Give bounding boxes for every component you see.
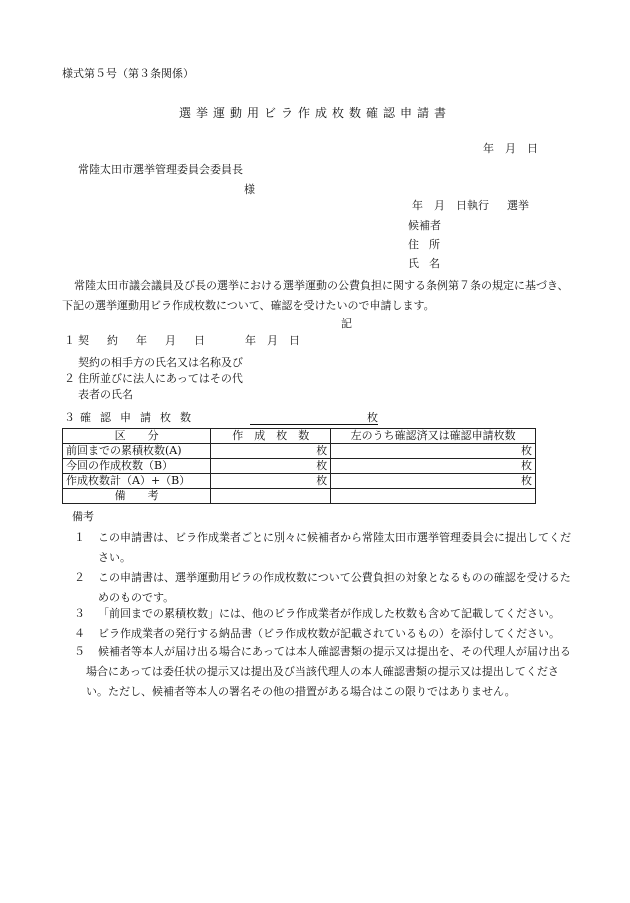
note-number: ３: [74, 607, 85, 620]
form-number: 様式第５号（第３条関係）: [62, 67, 194, 80]
note-number: ５: [74, 645, 85, 658]
table-row: [63, 474, 536, 489]
remarks-cell[interactable]: [331, 489, 536, 504]
item-contract-date: [64, 334, 300, 347]
address-label: 住所: [408, 238, 450, 251]
election-date: 年 月 日執行: [412, 199, 489, 212]
note-item: [66, 604, 574, 624]
remarks-cell[interactable]: [211, 489, 331, 504]
count-table: [62, 428, 536, 504]
item-number: １: [64, 334, 75, 347]
header-category: 区 分: [63, 429, 211, 444]
name-label: 氏名: [408, 257, 450, 270]
note-number: ２: [74, 571, 85, 584]
note-text: この申請書は、ビラ作成業者ごとに別々に候補者から常陸太田市選挙管理委員会に提出してください。: [98, 531, 571, 564]
confirmed-cell[interactable]: 枚: [331, 444, 536, 459]
document-title: 選挙運動用ビラ作成枚数確認申請書: [178, 106, 451, 120]
note-number: ４: [74, 627, 85, 640]
note-text: ビラ作成業者の発行する納品書（ビラ作成枚数が記載されているもの）を添付してください。: [98, 627, 560, 640]
header-confirmed: 左のうち確認済又は確認申請枚数: [331, 429, 536, 444]
note-text: 「前回までの累積枚数」には、他のビラ作成業者が作成した枚数も含めて記載してください。: [98, 607, 560, 620]
item-label: 確認申請枚数: [80, 411, 200, 424]
count-cell[interactable]: 枚: [211, 474, 331, 489]
header-count: 作 成 枚 数: [211, 429, 331, 444]
unit-label: 枚: [367, 411, 378, 424]
election-line: [412, 199, 529, 212]
requested-count-field[interactable]: [250, 411, 378, 425]
count-cell[interactable]: 枚: [211, 459, 331, 474]
note-text: この申請書は、選挙運動用ビラの作成枚数について公費負担の対象となるものの確認を受けるためのものです。: [98, 571, 571, 604]
table-row: [63, 459, 536, 474]
item-label: 契約年月日: [78, 334, 223, 347]
item-number: ２: [64, 372, 75, 385]
contract-date: 年 月 日: [245, 334, 300, 347]
note-item: [66, 624, 574, 644]
note-text: 候補者等本人が届け出る場合にあっては本人確認書類の提示又は提出を、その代理人が届け出る場合にあっては委任状の提示又は提出及び当該代理人の本人確認書類の提示又は提出してください。ただし、候補者等本人の署名その他の措置がある場合はこの限りではありません。: [86, 645, 571, 698]
count-cell[interactable]: 枚: [211, 444, 331, 459]
item-number: ３: [64, 411, 75, 424]
election-label: 選挙: [507, 199, 529, 212]
table-row: [63, 444, 536, 459]
note-item: [66, 642, 574, 702]
confirmed-cell[interactable]: 枚: [331, 459, 536, 474]
table-header-row: [63, 429, 536, 444]
item-requested-count: [64, 411, 200, 424]
note-item: [66, 528, 574, 568]
table-row: [63, 489, 536, 504]
item-contractor: [62, 355, 252, 403]
candidate-label: 候補者: [408, 219, 441, 232]
honorific: 様: [244, 183, 255, 196]
note-number: １: [74, 531, 85, 544]
ki-heading: 記: [341, 317, 352, 330]
item-label: 契約の相手方の氏名又は名称及び住所並びに法人にあってはその代表者の氏名: [78, 356, 243, 401]
addressee: 常陸太田市選挙管理委員会委員長: [78, 163, 243, 176]
application-body: 常陸太田市議会議員及び長の選挙における選挙運動の公費負担に関する条例第７条の規定に基づき、下記の選挙運動用ビラ作成枚数について、確認を受けたいので申請します。: [62, 279, 569, 312]
confirmed-cell[interactable]: 枚: [331, 474, 536, 489]
row-label: 作成枚数計（A）+（B）: [63, 474, 211, 489]
row-label: 前回までの累積枚数(A): [63, 444, 211, 459]
note-item: [66, 568, 574, 608]
row-label: 備 考: [63, 489, 211, 504]
notes-heading: 備考: [72, 510, 94, 523]
row-label: 今回の作成枚数（B）: [63, 459, 211, 474]
application-date: 年 月 日: [483, 142, 538, 155]
